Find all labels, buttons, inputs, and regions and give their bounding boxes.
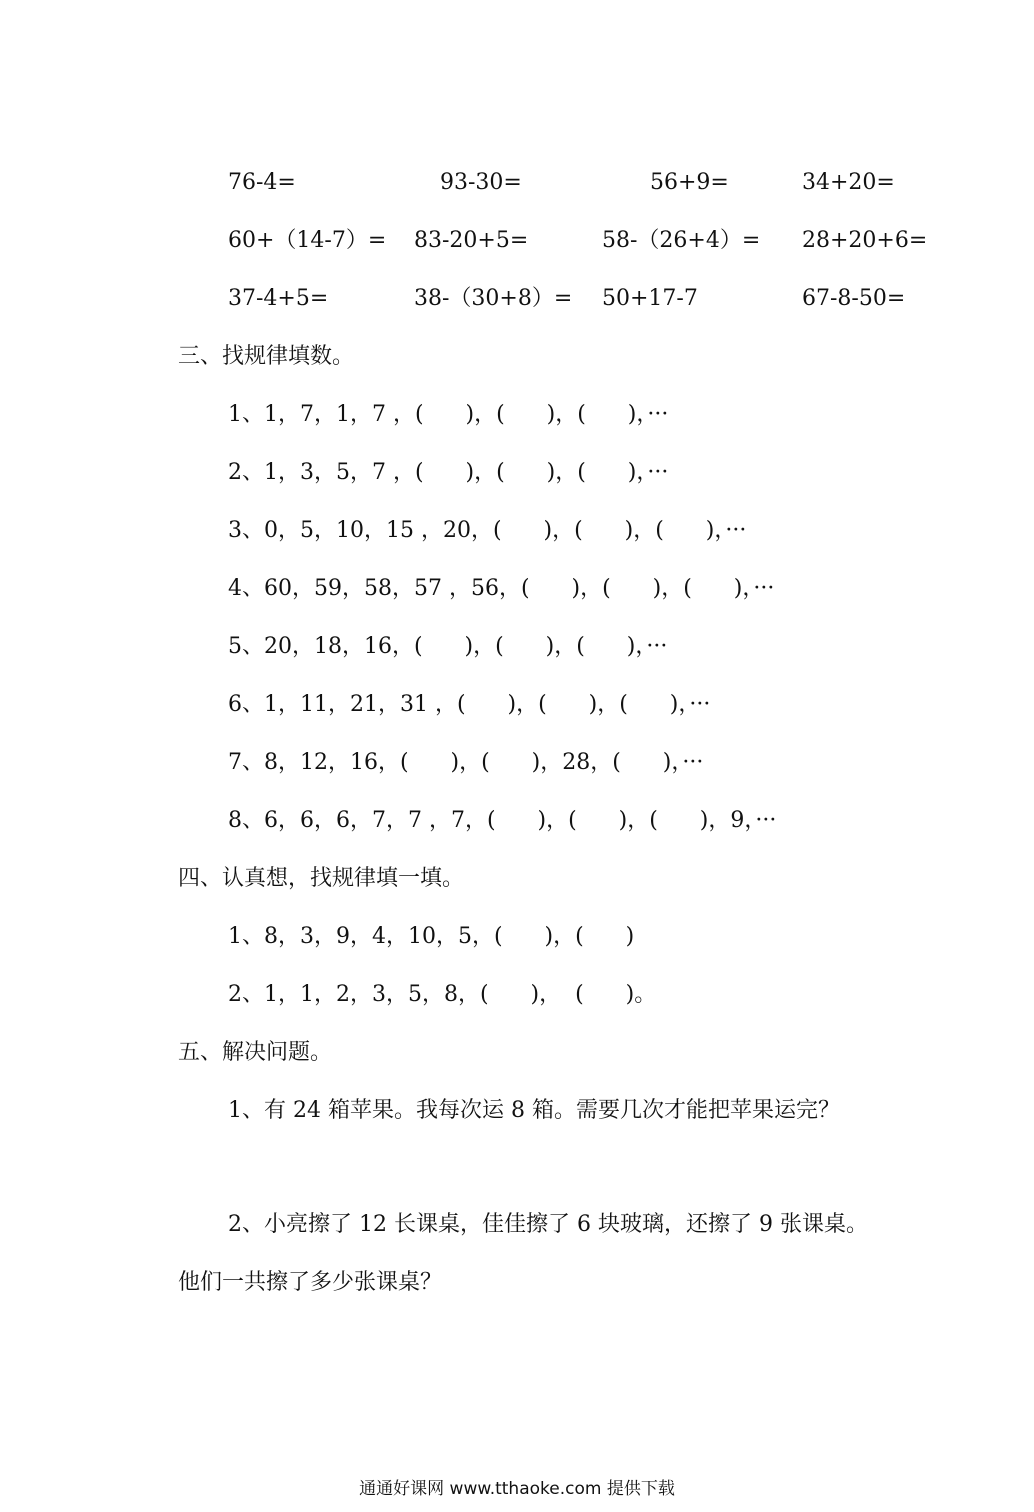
- calc-item: 76-4=: [228, 170, 296, 195]
- calc-item: 37-4+5=: [228, 286, 329, 311]
- problem-1: 1、有 24 箱苹果。我每次运 8 箱。需要几次才能把苹果运完？: [228, 1098, 840, 1123]
- pattern-item: 8、6，6，6，7，7 ，7，( )，( )，( )，9，···: [228, 808, 777, 833]
- problem-2-line-2: 他们一共擦了多少张课桌？: [178, 1270, 443, 1295]
- pattern-item: 1、8，3，9，4，10，5，( )，( ): [228, 924, 635, 949]
- pattern-item: 2、1，1，2，3，5，8，( )， ( )。: [228, 982, 657, 1007]
- calc-item: 56+9=: [650, 170, 729, 195]
- calc-item: 50+17-7: [602, 286, 698, 311]
- calc-item: 67-8-50=: [802, 286, 906, 311]
- footer-credit: 通通好课网 www.tthaoke.com 提供下载: [359, 1479, 675, 1499]
- section-5-title: 五、解决问题。: [178, 1040, 333, 1065]
- calc-item: 34+20=: [802, 170, 895, 195]
- section-4-title: 四、认真想，找规律填一填。: [178, 866, 465, 891]
- calc-item: 38-（30+8）=: [414, 286, 573, 311]
- section-3-title: 三、找规律填数。: [178, 344, 355, 369]
- pattern-item: 2、1，3，5，7 ，( )，( )，( )，···: [228, 460, 669, 485]
- calc-item: 28+20+6=: [802, 228, 928, 253]
- pattern-item: 1、1，7，1，7 ，( )，( )，( )，···: [228, 402, 669, 427]
- calc-item: 58-（26+4）=: [602, 228, 761, 253]
- pattern-item: 6、1，11，21，31 ，( )，( )，( )，···: [228, 692, 711, 717]
- pattern-item: 5、20，18，16，( )，( )，( )，···: [228, 634, 668, 659]
- calc-item: 83-20+5=: [414, 228, 529, 253]
- pattern-item: 4、60，59，58，57 ，56，( )，( )，( )，···: [228, 576, 775, 601]
- problem-2-line-1: 2、小亮擦了 12 长课桌，佳佳擦了 6 块玻璃，还擦了 9 张课桌。: [228, 1212, 868, 1237]
- calc-item: 60+（14-7）=: [228, 228, 387, 253]
- pattern-item: 3、0，5，10，15 ，20，( )，( )，( )，···: [228, 518, 747, 543]
- calc-item: 93-30=: [440, 170, 522, 195]
- pattern-item: 7、8，12，16，( )，( )，28，( )，···: [228, 750, 704, 775]
